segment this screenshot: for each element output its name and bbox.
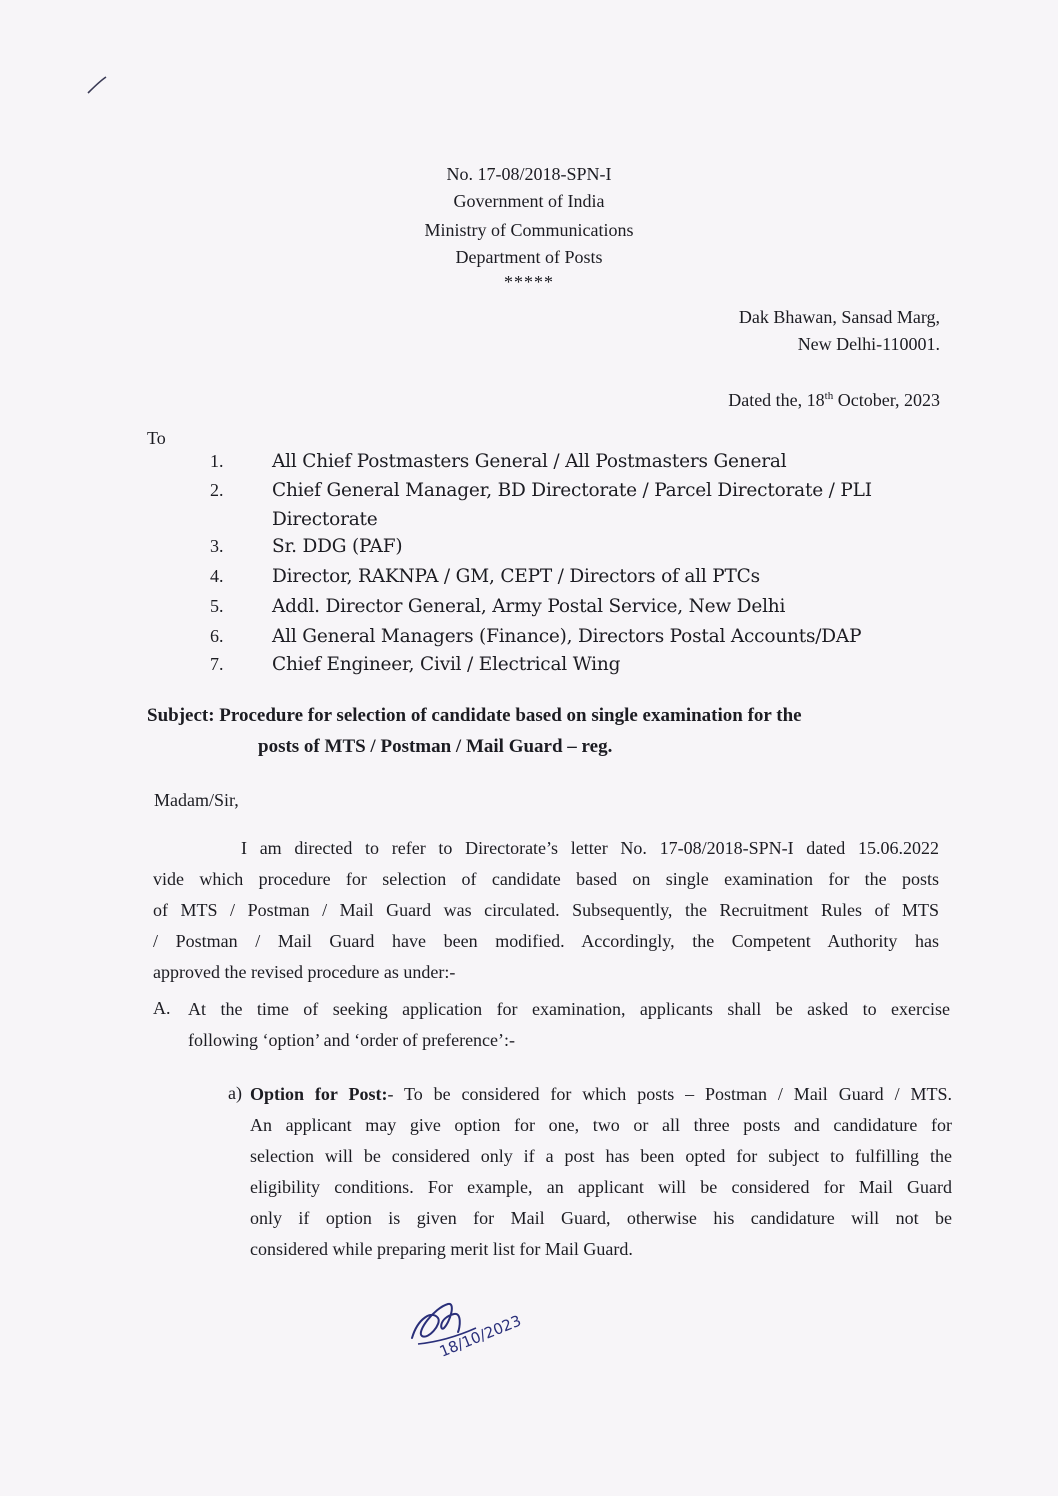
subject-line-1: Subject: Procedure for selection of candidate based on single examination for the — [147, 705, 802, 726]
para-line: following ‘option’ and ‘order of preference’:- — [188, 1030, 516, 1050]
date-prefix: Dated the, 18 — [728, 390, 825, 410]
address-line-1: Dak Bhawan, Sansad Marg, — [738, 307, 940, 327]
para-line: considered while preparing merit list for Mail Guard. — [250, 1239, 633, 1259]
to-label: To — [147, 428, 166, 448]
list-item-text: Directorate — [272, 509, 378, 530]
govt-line: Government of India — [453, 191, 605, 211]
para-line: only if option is given for Mail Guard, otherwise his candidature will not be — [250, 1208, 952, 1228]
letter-date — [728, 390, 940, 411]
para-line: eligibility conditions. For example, an applicant will be considered for Mail Guard — [250, 1177, 952, 1197]
para-line — [250, 1079, 952, 1110]
date-sup: th — [824, 390, 834, 402]
list-item-number: 4. — [210, 566, 224, 586]
point-a-label: A. — [153, 998, 171, 1018]
list-item-number: 7. — [210, 654, 224, 674]
list-item-text: Director, RAKNPA / GM, CEPT / Directors of all PTCs — [272, 566, 760, 587]
list-item-number: 3. — [210, 536, 224, 556]
salutation: Madam/Sir, — [154, 790, 239, 810]
list-item-number: 1. — [210, 451, 224, 471]
pen-mark-icon — [86, 75, 108, 95]
list-item-text: Chief Engineer, Civil / Electrical Wing — [272, 654, 621, 675]
subject-line-2: posts of MTS / Postman / Mail Guard – reg. — [258, 736, 613, 757]
list-item-text: Chief General Manager, BD Directorate / Parcel Directorate / PLI — [272, 480, 872, 501]
intro-paragraph — [153, 833, 939, 988]
list-item-text: All Chief Postmasters General / All Postmasters General — [272, 451, 787, 472]
sub-a-label: a) — [228, 1083, 242, 1103]
letter-number: No. 17-08/2018-SPN-I — [446, 164, 612, 184]
point-a-text — [188, 994, 950, 1056]
para-text: - To be considered for which posts – Postman / Mail Guard / MTS. — [387, 1084, 952, 1104]
para-line: of MTS / Postman / Mail Guard was circulated. Subsequently, the Recruitment Rules of MTS — [153, 900, 939, 920]
list-item-number: 5. — [210, 596, 224, 616]
para-line: vide which procedure for selection of candidate based on single examination for the posts — [153, 869, 939, 889]
para-line: An applicant may give option for one, two or all three posts and candidature for — [250, 1115, 952, 1135]
para-line: approved the revised procedure as under:- — [153, 962, 456, 982]
signature-icon — [398, 1288, 528, 1368]
list-item-text: Addl. Director General, Army Postal Service, New Delhi — [272, 596, 786, 617]
list-item-text: All General Managers (Finance), Directors Postal Accounts/DAP — [272, 626, 862, 647]
department-line: Department of Posts — [455, 247, 603, 267]
address-line-2: New Delhi-110001. — [797, 334, 940, 354]
option-for-post-title: Option for Post: — [250, 1084, 388, 1104]
para-line: I am directed to refer to Directorate’s letter No. 17-08/2018-SPN-I dated 15.06.2022 — [241, 838, 939, 858]
list-item-number: 2. — [210, 480, 224, 500]
para-line: selection will be considered only if a post has been opted for subject to fulfilling the — [250, 1146, 952, 1166]
stars-divider: ***** — [504, 272, 554, 292]
signature-date: 18/10/2023 — [436, 1311, 524, 1361]
sub-a-text — [250, 1079, 952, 1265]
list-item-text: Sr. DDG (PAF) — [272, 536, 403, 557]
date-suffix: October, 2023 — [833, 390, 940, 410]
para-line: / Postman / Mail Guard have been modified. Accordingly, the Competent Authority has — [153, 931, 939, 951]
para-line: At the time of seeking application for examination, applicants shall be asked to exercise — [188, 999, 950, 1019]
ministry-line: Ministry of Communications — [424, 220, 634, 240]
list-item-number: 6. — [210, 626, 224, 646]
